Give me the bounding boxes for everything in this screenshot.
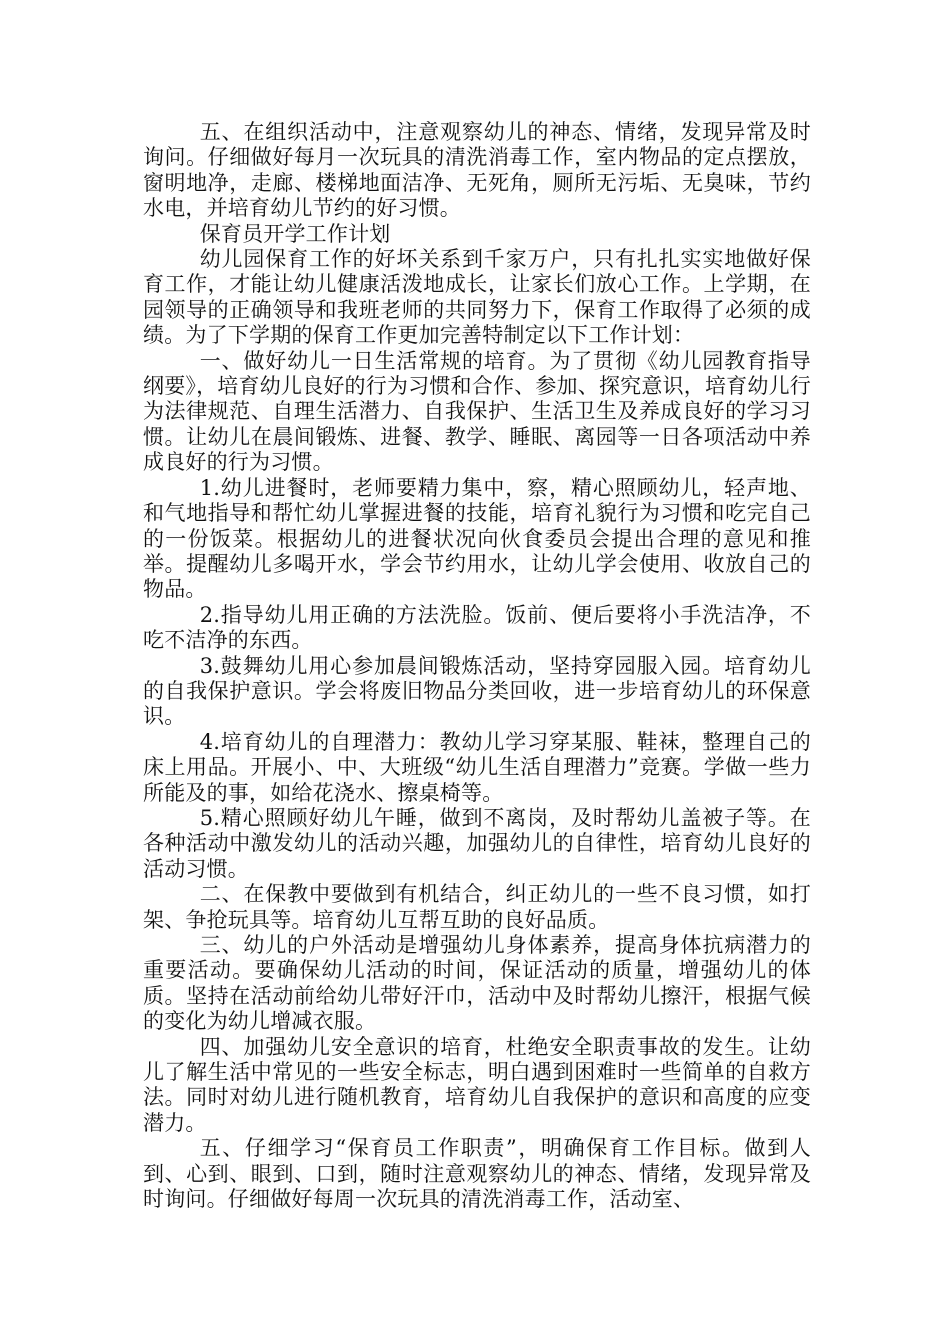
paragraph-section-5: 五、仔细学习“保育员工作职责”，明确保育工作目标。做到人到、心到、眼到、口到，随时注意观察幼儿的神态、情绪，发现异常及时询问。仔细做好每周一次玩具的清洗消毒工作，活动室、 (143, 1136, 811, 1212)
paragraph-item-1: 1.幼儿进餐时，老师要精力集中，察，精心照顾幼儿，轻声地、和气地指导和帮忙幼儿掌握进餐的技能，培育礼貌行为习惯和吃完自己的一份饭菜。根据幼儿的进餐状况向伙食委员会提出合理的意见和推举。提醒幼儿多喝开水，学会节约用水，让幼儿学会使用、收放自己的物品。 (143, 475, 811, 602)
paragraph-section-5-previous: 五、在组织活动中，注意观察幼儿的神态、情绪，发现异常及时询问。仔细做好每月一次玩具的清洗消毒工作，室内物品的定点摆放，窗明地净，走廊、楼梯地面洁净、无死角，厕所无污垢、无臭味，节约水电，并培育幼儿节约的好习惯。 (143, 120, 811, 221)
paragraph-intro: 幼儿园保育工作的好坏关系到千家万户，只有扎扎实实地做好保育工作，才能让幼儿健康活泼地成长，让家长们放心工作。上学期，在园领导的正确领导和我班老师的共同努力下，保育工作取得了必须的成绩。为了下学期的保育工作更加完善特制定以下工作计划： (143, 247, 811, 348)
document-heading: 保育员开学工作计划 (199, 221, 391, 246)
paragraph-item-5: 5.精心照顾好幼儿午睡，做到不离岗，及时帮幼儿盖被子等。在各种活动中激发幼儿的活动兴趣，加强幼儿的自律性，培育幼儿良好的活动习惯。 (143, 805, 811, 881)
paragraph-section-4: 四、加强幼儿安全意识的培育，杜绝安全职责事故的发生。让幼儿了解生活中常见的一些安全标志，明白遇到困难时一些简单的自救方法。同时对幼儿进行随机教育，培育幼儿自我保护的意识和高度的应变潜力。 (143, 1034, 811, 1135)
document-body (143, 120, 811, 1212)
paragraph-item-2: 2.指导幼儿用正确的方法洗脸。饭前、便后要将小手洗洁净，不吃不洁净的东西。 (143, 602, 811, 653)
paragraph-item-3: 3.鼓舞幼儿用心参加晨间锻炼活动，坚持穿园服入园。培育幼儿的自我保护意识。学会将废旧物品分类回收，进一步培育幼儿的环保意识。 (143, 653, 811, 729)
paragraph-section-2: 二、在保教中要做到有机结合，纠正幼儿的一些不良习惯，如打架、争抢玩具等。培育幼儿互帮互助的良好品质。 (143, 882, 811, 932)
paragraph-item-4: 4.培育幼儿的自理潜力：教幼儿学习穿某服、鞋袜，整理自己的床上用品。开展小、中、大班级“幼儿生活自理潜力”竞赛。学做一些力所能及的事，如给花浇水、擦桌椅等。 (143, 729, 811, 805)
paragraph-section-3: 三、幼儿的户外活动是增强幼儿身体素养，提高身体抗病潜力的重要活动。要确保幼儿活动的时间，保证活动的质量，增强幼儿的体质。坚持在活动前给幼儿带好汗巾，活动中及时帮幼儿擦汗，根据气候的变化为幼儿增减衣服。 (143, 933, 811, 1034)
paragraph-section-1: 一、做好幼儿一日生活常规的培育。为了贯彻《幼儿园教育指导纲要》，培育幼儿良好的行为习惯和合作、参加、探究意识，培育幼儿行为法律规范、自理生活潜力、自我保护、生活卫生及养成良好的学习习惯。让幼儿在晨间锻炼、进餐、教学、睡眠、离园等一日各项活动中养成良好的行为习惯。 (143, 348, 811, 475)
